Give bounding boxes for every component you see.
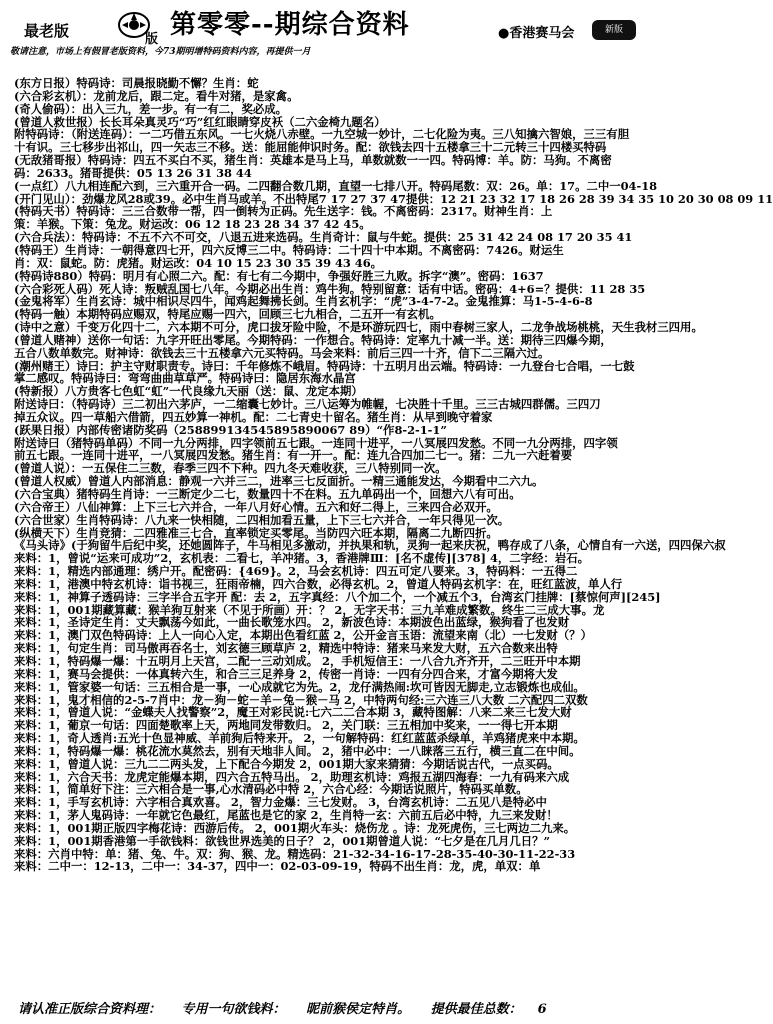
content-line: (六合兵法）：特码诗：不五不六不可交，八退五进来选码。生肖奇计：鼠与牛蛇。提供：25 31 42 24 08 17 20 35 41 <box>14 230 633 245</box>
content-line: (开门见山）：劲爆龙风28或39。必中生肖马或羊。不出特尾7 17 27 37 47提供：12 21 23 32 17 18 26 28 39 34 35 10 20 30 08 09 11 <box>14 191 773 206</box>
page-title: 第零零--期综合资料 <box>170 10 410 40</box>
content-line: 来料：1，奇人透肖:五光十色显神威、羊前狗后特来开。 2，一句解特码：红红蓝蓝杀绿单，羊鸡猪虎来中本期。 <box>14 731 585 746</box>
content-line: 掌二感叹。特码诗曰：弯弯曲曲草草严。特码诗曰：隐居东海水晶宫 <box>14 371 356 386</box>
footer-mid: 专用一句欲钱料： <box>181 1002 286 1017</box>
content-line: 来料：1，句定生肖：司马傲再吞名士，刘玄德三顾草庐 2，精选中特诗：猪来马来发大财，五六合数来出特 <box>14 641 558 656</box>
content-line: (诗中之意）千变万化四十二，六本期不可分，虎口拔牙险中险，不是环游玩四七，雨中春树三家人，二龙争战场桃桃，天生我材三四用。 <box>14 320 703 335</box>
content-line: (曾道人赌神）送你一句话：九字开旺出零尾。今期特码：一作想合。特码诗：定率九十减一半。送：期待三四爆今期， <box>14 332 612 347</box>
content-line: (潮州赌王）诗曰：护主守财职责专。诗曰：千年修炼不峨眉。特码诗：十五明月出云端。特码诗：一九登台七合唱，一七鼓 <box>14 358 635 373</box>
content-line: (金鬼将军）生肖玄诗：城中相识尽四牛，闻鸡起舞拂长剑。生肖玄机字：“虎”3-4-7-2。金鬼推算：马1-5-4-6-8 <box>14 294 593 309</box>
content-line: (六合帝王）八仙神算：上下三七六并合，一年八月好心情。五六和好二得上，三来四合必双开。 <box>14 499 498 514</box>
content-line: 来料：1，神算子透码诗：三字半合五字开 配：去 2，五字真经：八个加二个，一个减五个3，台湾玄门挂牌：[蔡惊何声][245] <box>14 589 661 604</box>
content-line: 来料：1，简单好下注：三六相合是一事,心水清码必中特 2，六合心经：今期话说照片，特码买单数。 <box>14 782 528 797</box>
content-line: 附特码诗：（附送连码）：一二巧借五东风。一七火烧八赤壁。一九空城一妙计，二七化险为夷。三八知擒六智娘，三三有胆 <box>14 127 630 142</box>
content-line: 来料：1，001期香港第一手欲钱料：欲钱世界选美的日子？ 2，001期曾道人说：“七夕是在几月几日？” <box>14 833 551 848</box>
content-line: (特码天书）特码诗：三三合数带一帮，四一倒转为正码。先生送字：钱。不离密码：2317。财神生肖：上 <box>14 204 553 219</box>
content-line: 来料：1，葡京一句话：四面楚歌率上天，两地同发带数归。 2，关门联：三五相加中奖来，一一得七开本期 <box>14 718 558 733</box>
content-line: (六合彩玄机）：龙前龙后，跟二定。看牛对猪，是家禽。 <box>14 88 299 103</box>
content-line: 来料：二中一：12-13，二中一：34-37，四中一：02-03-09-19，特码不出生肖：龙，虎，单双：单 <box>14 859 541 874</box>
hk-jockey-club-label: ●香港赛马会 <box>498 26 575 41</box>
content-line: (特码诗880）特码：明月有心照二六。配：有七有二今期中，争强好胜三九败。拆字“澳”。密码：1637 <box>14 268 544 283</box>
content-line: 来料：1，001期藏算藏：猴羊狗互射来（不见于所画）开：？ 2，无字天书：三九羊难成繁数。终生二三成大事。龙 <box>14 602 605 617</box>
content-line: 来料：1，澳门双色特码诗：上人一向心入定，本期出色看红蓝 2，公开金言玉语：流望来南（北）一七发财（？） <box>14 628 592 643</box>
content-line: (曾道人说）：一五保住二三数，春季三四不下种。四九冬天难收获，三八特别同一次。 <box>14 461 447 476</box>
content-line: (无敌猪哥报）特码诗：四五不买白不买，猪生肖：英雄本是马上马，单数就数一一四。特码博：羊。防：马狗。不离密 <box>14 153 612 168</box>
content-line: 策：羊猴。下策：兔龙。财运改：06 12 18 23 28 34 37 42 45。 <box>14 217 371 232</box>
footer-pages-label <box>431 1002 563 1017</box>
edition-ban: 版 <box>145 32 159 47</box>
content-line: 来料：六肖中特：单：猪、兔、牛。双：狗、猴、龙。精选码：21-32-34-16-17-28-35-40-30-11-22-33 <box>14 846 576 861</box>
content-line: 来料：1，特码爆一爆：桃花流水莫然去，别有天地非人间。 2，猪中必中：一八睐落三五行，横三直二在中间。 <box>14 743 581 758</box>
content-line: (一点红）八九相连配六到，三六重开合一码。二四翻合数几期，直望一七排八开。特码尾数：双：26。单：17。二中一04-18 <box>14 178 658 193</box>
content-line: 来料：1，精选内部通理：绣户开。配密码：{469}。2，马会玄机诗：四五可定八要来。3，特码料：一五得二 <box>14 564 578 579</box>
content-line: 来料：1，手写玄机诗：六字相合真欢喜。 2，智力金爆：三七发财。 3，台湾玄机诗：二五见八是特必中 <box>14 795 547 810</box>
footer-left: 请认准正版综合资料理： <box>18 1002 162 1017</box>
content-line: 五合八数单数完。财神诗：欲钱去三十五楼拿六元买特码。马会来料：前后三四一十齐，信下二三隔六过。 <box>14 345 550 360</box>
content-line: 前五七跟。一连同十进平，一八冥展四发愁。猪生肖：有一开一。配：连九合四加二七一。猪：二九一六赶着要 <box>14 448 573 463</box>
content-line: 来料：1，特码爆一爆：十五明月上天宫，二配一三动刘成。 2，手机短信王：一八合九齐齐开，二三旺开中本期 <box>14 653 581 668</box>
content-line: 附送诗曰（猪特码单码）不同一九分两排，四字领前五七跟。一连同十进平，一八冥展四发愁。不同一九分两排，四字领 <box>14 435 618 450</box>
content-line: 十有识。三七移步出祁山，四一矢志三不移。送：能屈能伸识时务。配：欲钱去四十五楼拿三十二元转三十四楼买特码 <box>14 140 607 155</box>
content-line: 来料：1，六合天书：龙虎定能爆本期，四六合五特马出。 2，助理玄机诗：鸡报五湖四海春：一九有码来六成 <box>14 769 570 784</box>
content-line: (东方日报）特码诗：司晨报晓勤不懈？生肖：蛇 <box>14 76 259 90</box>
content-line: (六合宝典）猪特码生肖诗：一三断定少二七，数量四十不在料。五九单码出一个，回想六八有可出。 <box>14 487 521 501</box>
footer-pages-value: 6 <box>537 1002 547 1017</box>
content-line: (特新报）八方贵客七色虹“虹”一代良缘九天丽（送：鼠、龙定本期） <box>14 384 363 399</box>
content-line: 来料：1，曾说“运来可成功”2，玄机表：二看七，羊冲猪。3，香港牌Ⅲ：[名不虚传][378] 4，二字经：岩石。 <box>14 551 589 566</box>
content-line: (曾道人权威）曾道人内部消息：静观一六并三二，进率三七反面折。一精三通能发达，今期看中二六九。 <box>14 474 544 489</box>
content-line: (奇人偷码）：出入三九，差一步。有一有二，奖必成。 <box>14 101 288 116</box>
notice-banner: 敬请注意，市场上有假冒老版资料，今73期明增特码资料内容，再提供一月 <box>10 47 311 57</box>
content-line: 附送诗曰：（特码诗）三二初出六茅庐，一二缩囊七妙计。三八运筹为帷幄，七决胜十千里。三三古城四群儒。三四刀 <box>14 397 601 412</box>
content-line: 掉五众议。四一草船六借箭，四五妙算一神机。配：二七青史十留名。猪生肖：从早到晚守着家 <box>14 409 493 424</box>
footer-pages-text: 提供最佳总数： <box>430 1002 522 1017</box>
content-line: 来料：1，曾道人说：“金蝶夫人找警察”2，魔王对彩民说:七六二二合本期 3，藏特图解：八来二来三七发大财 <box>14 705 572 720</box>
content-line: (纵横天下）生肖竞猜：二四雅准三七合，直率锁定买零尾。当防四六旺本期，隔离二九断四折。 <box>14 525 498 540</box>
content-line: 肖：双：鼠蛇。防：虎猪。财运改：04 10 15 23 30 35 39 43 46。 <box>14 255 383 270</box>
edition-label: 最老版 <box>24 22 70 40</box>
content-line: 来料：1，001期正版四字梅花诗：西游后传。 2，001期火车头：烧伤龙 。诗：龙死虎伤，三七两边二九来。 <box>14 820 576 835</box>
content-line: (特码一触）本期特码应赐双，特尾应赐一四六，回顾三七九相合，二五开一有玄机。 <box>14 307 441 322</box>
page-footer <box>18 998 638 1017</box>
content-line: (跃果日报）内部传密诸防奖码（258899134545895890067 89）“作8-2-1-1” <box>14 422 447 437</box>
content-line: (六合彩死人码）死人诗：叛贼乱国七八年。今期必出生肖：鸡牛狗。特别留意：话有中话。密码：4+6=？提供：11 28 35 <box>14 281 646 296</box>
content-line: 来料：1，管家婆一句话：三五相合是一事，一心成就它为先。2，龙仔满热闹:坎可皆因无脚走,立志锻炼也成仙。 <box>14 679 585 694</box>
content-line: 来料：1，曾道人说：三九二二两头发，上下配合今期发 2，001期大家来猜猜：今期话说古代，一点买码。 <box>14 756 559 771</box>
content-line: 来料：1，鬼才相信的2-5-7肖中：龙－狗－蛇－羊－兔－猴－马 2，中特两句经:三六连三八大数 二六配四二双数 <box>14 692 588 707</box>
footer-right: 昵前猴侯定特肖。 <box>306 1002 411 1017</box>
content-line: 来料：1，港澳中特玄机诗：诣书视三，狂雨帝楠，四六合数，必得玄机。2，曾道人特码玄机字：在，旺红蓝波，单人行 <box>14 576 623 591</box>
content-line: 码：2633。猪哥提供：05 13 26 31 38 44 <box>14 165 252 180</box>
content-line: (特码王）生肖诗：一朝得意四七开，四六反博三二中。特码诗：二十四十中本期。不离密码：7426。财运生 <box>14 242 564 257</box>
content-line: (六合世家）生肖特码诗：八九来一快相随，二四相加看五量，上下三七六并合，一年只得见一次。 <box>14 512 510 527</box>
content-line: 来料：1，茅人鬼码诗：一年就它色最红，尾蓝也是它的家 2，生肖特一玄：六前五后必中特，九三来发财！ <box>14 808 558 823</box>
content-line: 来料：1，赛马会提供：一体真转六生，和合三三足养身 2，传密一肖诗：一四有分四合来，才富今期将大发 <box>14 666 558 681</box>
stamp-badge: 新版 <box>592 20 636 40</box>
content-body <box>14 76 773 994</box>
content-line: 来料：1，圣诗定生肖：丈夫飘荡今如此，一曲长歌笼水四。 2，新波色诗：本期波色出蓝绿，猴狗看了也发财 <box>14 615 570 630</box>
content-line: 《马头诗》(于狗留牛后纪中奖，还她圆阵子，牛马相见多激动，并执果和轨，灵狗一起来庆祝，鸭存成了八条，心情自有一六送，四四保六叔 <box>14 538 726 553</box>
content-line: (曾道人救世报）长长耳朵真灵巧“巧”红红眼睛穿皮袄（二六金椅九题名） <box>14 114 386 129</box>
